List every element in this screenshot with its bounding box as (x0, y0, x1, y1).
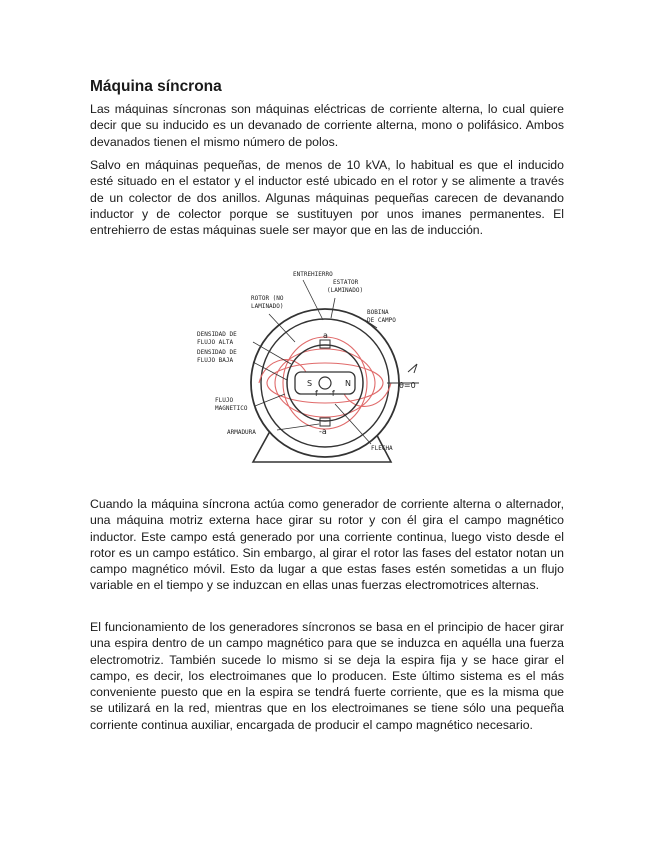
label-f-pos: f (315, 389, 318, 398)
label-bobina-1: BOBINA (367, 309, 389, 316)
paragraph-1: Las máquinas síncronas son máquinas eléctricas de corriente alterna, lo cual quiere decir que su inducido es un devanado de corriente alterna, mono o polifásico. Ambos devanados tienen el mismo número de polos. (90, 102, 564, 149)
synchronous-machine-diagram (195, 262, 445, 472)
label-densidad-1: DENSIDAD DE (197, 331, 237, 338)
label-flujo-2: MAGNETICO (215, 405, 248, 412)
label-armadura: ARMADURA (227, 429, 256, 436)
paragraph-4: El funcionamiento de los generadores síncronos se basa en el principio de hacer girar una espira dentro de un campo magnético para que se induzca en aquélla una fuerza electromotriz. También sucede lo mismo si se deja la espira fija y se hace girar el campo, es decir, los electroimanes que lo producen. Este último sistema es el más conveniente puesto que en la espira se tendrá fuerte corriente, que es la misma que se utilizará en la red, mientras que en los electroimanes se tiene sólo una pequeña corriente continua auxiliar, encargada de producir el campo magnético necesario. (90, 620, 564, 732)
label-theta: θ=0 (399, 381, 416, 390)
label-flujo-1: FLUJO (215, 397, 234, 404)
label-flecha: FLECHA (371, 445, 393, 452)
label-pole-n: N (345, 379, 351, 388)
label-estator-1: ESTATOR (333, 279, 359, 286)
rotation-arrow-icon (408, 364, 417, 373)
page-title: Máquina síncrona (90, 78, 222, 95)
diagram-svg (195, 262, 445, 472)
paragraph-2: Salvo en máquinas pequeñas, de menos de 10 kVA, lo habitual es que el inducido esté situado en el estator y el inductor esté ubicado en el rotor y se alimente a través de un colector de dos anillos. Algunas máquinas pequeñas carecen de devanando inductor y de colector porque se sustituyen por unos imanes permanentes. El entrehierro de estas máquinas suele ser mayor que en las de inducción. (90, 158, 564, 238)
label-bobina-2: DE CAMPO (367, 317, 396, 324)
label-estator-2: (LAMINADO) (327, 287, 364, 294)
label-coil-neg-a: -a (319, 427, 327, 436)
label-f-neg: -f (329, 389, 335, 398)
label-densidad-3: DENSIDAD DE (197, 349, 237, 356)
label-coil-a: a (323, 331, 328, 340)
label-rotor-2: LAMINADO) (251, 303, 284, 310)
label-rotor-1: ROTOR (NO (251, 295, 284, 302)
label-densidad-4: FLUJO BAJA (197, 357, 234, 364)
label-entrehierro: ENTREHIERRO (293, 271, 333, 278)
label-pole-s: S (307, 379, 313, 388)
paragraph-3: Cuando la máquina síncrona actúa como generador de corriente alterna o alternador, una máquina motriz externa hace girar su rotor y con él gira el campo magnético inductor. Este campo está generado por una corriente continua, luego visto desde el rotor es un campo estático. Sin embargo, al girar el rotor las fases del estator notan un campo magnético móvil. Esto da lugar a que estas fases estén sometidas a un flujo variable en el tiempo y se induzcan en ellas unas fuerzas electromotrices alternas. (90, 497, 564, 593)
label-densidad-2: FLUJO ALTA (197, 339, 234, 346)
